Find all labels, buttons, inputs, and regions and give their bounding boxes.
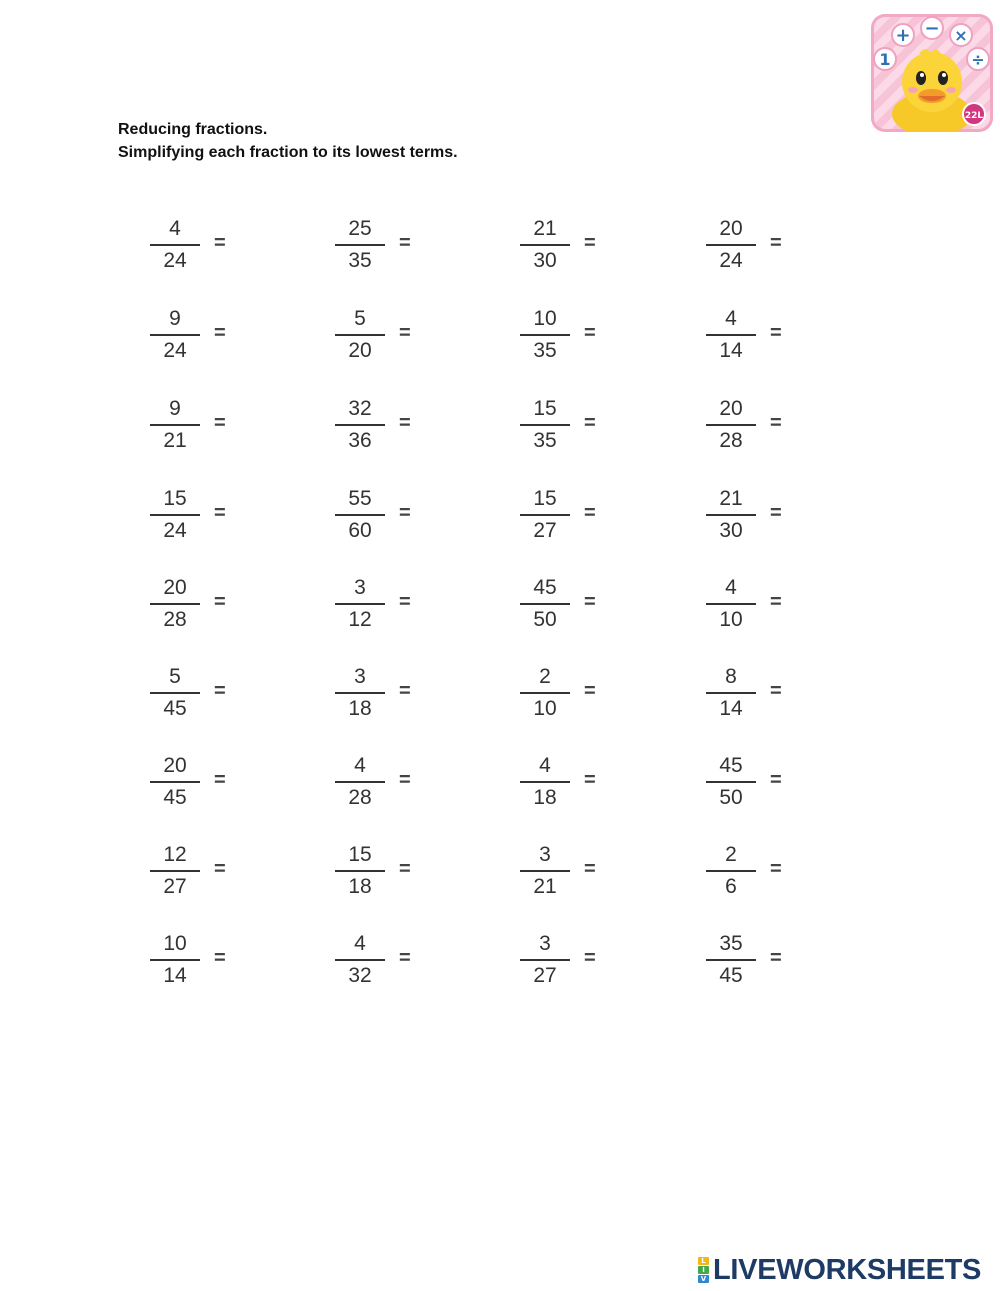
- fraction-problem: [520, 307, 640, 367]
- numerator: 3: [539, 932, 551, 955]
- fraction-problem: [520, 843, 640, 903]
- fraction-problem: [520, 932, 640, 992]
- denominator: 18: [348, 875, 372, 898]
- numerator: 4: [354, 754, 366, 777]
- fraction-bar: [150, 603, 200, 605]
- worksheet-title: Reducing fractions.: [118, 121, 268, 138]
- denominator: 20: [348, 339, 372, 362]
- fraction: [706, 397, 756, 455]
- denominator: 50: [533, 608, 557, 631]
- numerator: 15: [533, 487, 557, 510]
- equals-sign: =: [399, 858, 411, 880]
- fraction: [335, 932, 385, 990]
- numerator: 20: [719, 397, 743, 420]
- fraction-problem: [150, 307, 270, 367]
- numerator: 15: [348, 843, 372, 866]
- denominator: 35: [533, 429, 557, 452]
- denominator: 27: [533, 964, 557, 987]
- equals-sign: =: [770, 322, 782, 344]
- numerator: 4: [169, 217, 181, 240]
- fraction-problem: [150, 487, 270, 547]
- fraction: [150, 665, 200, 723]
- denominator: 60: [348, 519, 372, 542]
- fraction-problem: [150, 576, 270, 636]
- fraction-bar: [150, 692, 200, 694]
- denominator: 35: [533, 339, 557, 362]
- denominator: 24: [163, 519, 187, 542]
- fraction-bar: [706, 692, 756, 694]
- fraction: [520, 397, 570, 455]
- fraction: [150, 217, 200, 275]
- numerator: 3: [354, 665, 366, 688]
- equals-sign: =: [214, 412, 226, 434]
- denominator: 18: [533, 786, 557, 809]
- equals-sign: =: [214, 680, 226, 702]
- fraction-problem: [335, 397, 455, 457]
- fraction-bar: [520, 959, 570, 961]
- fraction-problem: [150, 932, 270, 992]
- denominator: 45: [719, 964, 743, 987]
- numerator: 20: [163, 576, 187, 599]
- denominator: 21: [163, 429, 187, 452]
- fraction: [706, 665, 756, 723]
- fraction-bar: [520, 603, 570, 605]
- fraction-problem: [520, 487, 640, 547]
- fraction: [150, 307, 200, 365]
- fraction-problem: [706, 487, 826, 547]
- equals-sign: =: [770, 502, 782, 524]
- numerator: 35: [719, 932, 743, 955]
- fraction: [335, 665, 385, 723]
- fraction: [150, 932, 200, 990]
- fraction-problem: [150, 397, 270, 457]
- fraction-bar: [335, 424, 385, 426]
- equals-sign: =: [399, 232, 411, 254]
- equals-sign: =: [770, 769, 782, 791]
- numerator: 3: [539, 843, 551, 866]
- fraction-bar: [520, 244, 570, 246]
- numerator: 4: [539, 754, 551, 777]
- equals-sign: =: [770, 232, 782, 254]
- equals-sign: =: [584, 412, 596, 434]
- numerator: 45: [719, 754, 743, 777]
- fraction: [150, 843, 200, 901]
- fraction-bar: [335, 959, 385, 961]
- denominator: 32: [348, 964, 372, 987]
- fraction: [706, 843, 756, 901]
- equals-sign: =: [214, 322, 226, 344]
- fraction-problem: [335, 576, 455, 636]
- denominator: 10: [533, 697, 557, 720]
- equals-sign: =: [399, 412, 411, 434]
- fraction-problem: [706, 217, 826, 277]
- equals-sign: =: [214, 232, 226, 254]
- denominator: 28: [163, 608, 187, 631]
- fraction-bar: [335, 603, 385, 605]
- numerator: 55: [348, 487, 372, 510]
- worksheet-subtitle: Simplifying each fraction to its lowest terms.: [118, 144, 458, 161]
- denominator: 14: [719, 339, 743, 362]
- fraction-problem: [335, 843, 455, 903]
- brand-block-i: I: [698, 1266, 709, 1274]
- numerator: 5: [354, 307, 366, 330]
- logo-symbol-one: 1: [879, 50, 891, 69]
- equals-sign: =: [584, 858, 596, 880]
- fraction: [706, 217, 756, 275]
- fraction-problem: [335, 487, 455, 547]
- liveworksheets-logo: [698, 1254, 981, 1286]
- brand-blocks-icon: [698, 1257, 709, 1283]
- denominator: 45: [163, 697, 187, 720]
- denominator: 14: [163, 964, 187, 987]
- fraction-problem: [520, 397, 640, 457]
- fraction-problem: [335, 665, 455, 725]
- equals-sign: =: [399, 680, 411, 702]
- denominator: 45: [163, 786, 187, 809]
- equals-sign: =: [399, 591, 411, 613]
- equals-sign: =: [214, 591, 226, 613]
- numerator: 15: [163, 487, 187, 510]
- denominator: 35: [348, 249, 372, 272]
- fraction-problem: [706, 665, 826, 725]
- fraction-bar: [150, 244, 200, 246]
- fraction: [150, 754, 200, 812]
- fraction-problem: [706, 932, 826, 992]
- fraction-problem: [335, 307, 455, 367]
- fraction-problem: [706, 843, 826, 903]
- numerator: 10: [533, 307, 557, 330]
- fraction: [335, 843, 385, 901]
- logo-symbol-minus: −: [924, 18, 940, 39]
- fraction: [520, 932, 570, 990]
- denominator: 21: [533, 875, 557, 898]
- fraction-bar: [520, 514, 570, 516]
- denominator: 27: [533, 519, 557, 542]
- numerator: 9: [169, 307, 181, 330]
- fraction-problem: [520, 665, 640, 725]
- brand-text: LIVEWORKSHEETS: [713, 1253, 982, 1286]
- fraction: [335, 217, 385, 275]
- fraction: [706, 487, 756, 545]
- equals-sign: =: [399, 322, 411, 344]
- fraction-bar: [706, 781, 756, 783]
- denominator: 18: [348, 697, 372, 720]
- fraction: [520, 843, 570, 901]
- fraction-problem: [150, 843, 270, 903]
- fraction-bar: [335, 334, 385, 336]
- fraction-bar: [520, 334, 570, 336]
- fraction-bar: [706, 603, 756, 605]
- equals-sign: =: [584, 232, 596, 254]
- numerator: 2: [725, 843, 737, 866]
- numerator: 20: [719, 217, 743, 240]
- fraction-bar: [335, 692, 385, 694]
- fraction: [150, 397, 200, 455]
- fraction-problem: [706, 754, 826, 814]
- equals-sign: =: [584, 947, 596, 969]
- equals-sign: =: [584, 680, 596, 702]
- equals-sign: =: [214, 947, 226, 969]
- equals-sign: =: [399, 947, 411, 969]
- fraction: [150, 576, 200, 634]
- denominator: 6: [725, 875, 737, 898]
- fraction-bar: [335, 244, 385, 246]
- fraction: [520, 576, 570, 634]
- numerator: 4: [725, 576, 737, 599]
- numerator: 2: [539, 665, 551, 688]
- fraction-problem: [520, 754, 640, 814]
- denominator: 12: [348, 608, 372, 631]
- denominator: 24: [163, 249, 187, 272]
- numerator: 4: [725, 307, 737, 330]
- fraction-problem: [335, 217, 455, 277]
- equals-sign: =: [584, 502, 596, 524]
- denominator: 28: [719, 429, 743, 452]
- numerator: 5: [169, 665, 181, 688]
- equals-sign: =: [770, 858, 782, 880]
- fraction-bar: [706, 334, 756, 336]
- numerator: 20: [163, 754, 187, 777]
- fraction-bar: [150, 424, 200, 426]
- numerator: 32: [348, 397, 372, 420]
- fraction: [335, 487, 385, 545]
- fraction-bar: [150, 334, 200, 336]
- fraction-problem: [520, 576, 640, 636]
- equals-sign: =: [214, 769, 226, 791]
- fraction: [335, 576, 385, 634]
- fraction-bar: [706, 959, 756, 961]
- fraction: [706, 307, 756, 365]
- denominator: 36: [348, 429, 372, 452]
- fraction-problem: [150, 665, 270, 725]
- fraction-bar: [706, 870, 756, 872]
- equals-sign: =: [770, 947, 782, 969]
- fraction-problem: [520, 217, 640, 277]
- fraction-bar: [335, 870, 385, 872]
- denominator: 10: [719, 608, 743, 631]
- equals-sign: =: [770, 680, 782, 702]
- denominator: 50: [719, 786, 743, 809]
- fraction-problem: [150, 217, 270, 277]
- fraction: [335, 754, 385, 812]
- fraction: [706, 576, 756, 634]
- numerator: 21: [533, 217, 557, 240]
- fraction: [706, 754, 756, 812]
- denominator: 28: [348, 786, 372, 809]
- numerator: 12: [163, 843, 187, 866]
- equals-sign: =: [214, 502, 226, 524]
- denominator: 27: [163, 875, 187, 898]
- logo-symbol-plus: +: [895, 25, 911, 46]
- fraction-bar: [706, 424, 756, 426]
- fraction: [520, 665, 570, 723]
- numerator: 21: [719, 487, 743, 510]
- fraction-problem: [335, 932, 455, 992]
- fraction: [520, 754, 570, 812]
- equals-sign: =: [770, 591, 782, 613]
- fraction-bar: [706, 514, 756, 516]
- fraction: [520, 307, 570, 365]
- logo-badge: 22L: [964, 111, 984, 121]
- fraction-problem: [335, 754, 455, 814]
- fraction-bar: [335, 514, 385, 516]
- fraction-bar: [520, 424, 570, 426]
- equals-sign: =: [399, 769, 411, 791]
- denominator: 14: [719, 697, 743, 720]
- denominator: 30: [533, 249, 557, 272]
- logo-symbol-divide: ÷: [971, 50, 985, 69]
- fraction: [520, 487, 570, 545]
- equals-sign: =: [584, 591, 596, 613]
- fraction: [706, 932, 756, 990]
- equals-sign: =: [214, 858, 226, 880]
- fraction: [335, 397, 385, 455]
- numerator: 3: [354, 576, 366, 599]
- fraction-problem: [150, 754, 270, 814]
- fraction-bar: [335, 781, 385, 783]
- denominator: 24: [719, 249, 743, 272]
- equals-sign: =: [584, 322, 596, 344]
- brand-block-v: V: [698, 1275, 709, 1283]
- numerator: 25: [348, 217, 372, 240]
- fraction-bar: [150, 781, 200, 783]
- denominator: 30: [719, 519, 743, 542]
- equals-sign: =: [770, 412, 782, 434]
- fraction: [520, 217, 570, 275]
- fraction-problem: [706, 397, 826, 457]
- numerator: 45: [533, 576, 557, 599]
- numerator: 10: [163, 932, 187, 955]
- fraction-bar: [150, 870, 200, 872]
- fraction-problem: [706, 307, 826, 367]
- numerator: 15: [533, 397, 557, 420]
- fraction: [150, 487, 200, 545]
- logo-symbol-times: ×: [954, 26, 968, 45]
- numerator: 9: [169, 397, 181, 420]
- fraction-problem: [706, 576, 826, 636]
- numerator: 4: [354, 932, 366, 955]
- equals-sign: =: [584, 769, 596, 791]
- fraction-bar: [520, 692, 570, 694]
- fraction-bar: [150, 959, 200, 961]
- numerator: 8: [725, 665, 737, 688]
- brand-block-l: L: [698, 1257, 709, 1265]
- equals-sign: =: [399, 502, 411, 524]
- fraction-bar: [150, 514, 200, 516]
- fraction-bar: [520, 781, 570, 783]
- fraction-bar: [706, 244, 756, 246]
- fraction-bar: [520, 870, 570, 872]
- fraction: [335, 307, 385, 365]
- denominator: 24: [163, 339, 187, 362]
